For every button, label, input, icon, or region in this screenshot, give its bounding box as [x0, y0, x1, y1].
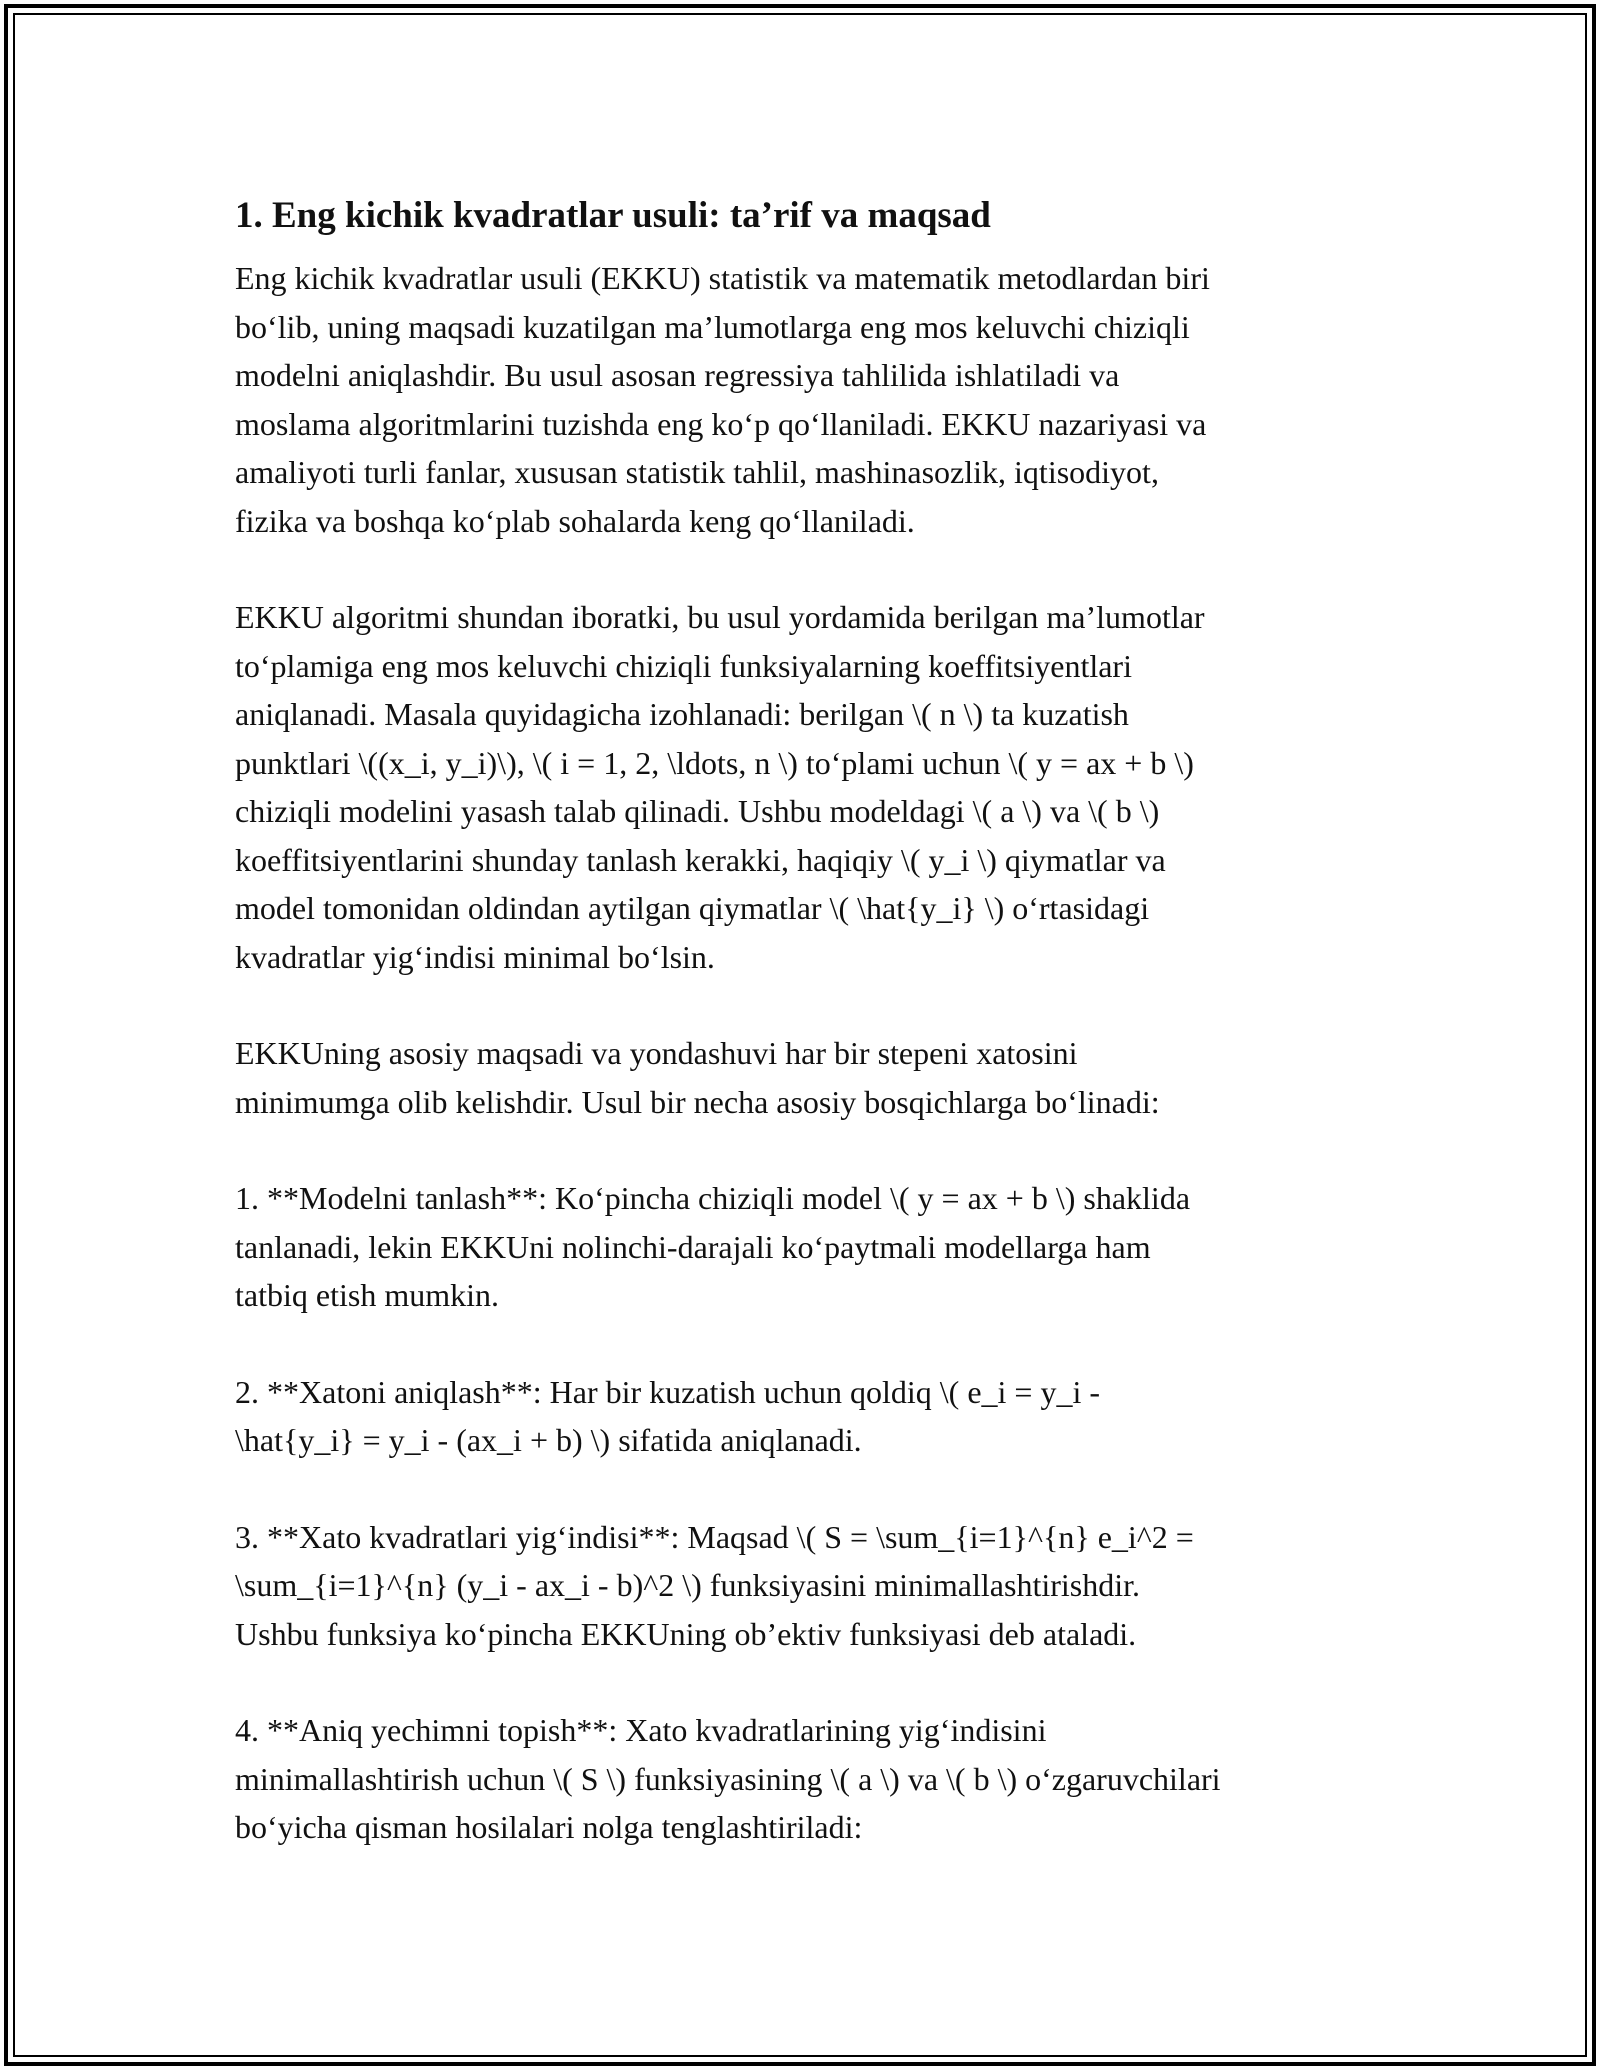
text-line: 4. **Aniq yechimni topish**: Xato kvadratlarining yig‘indisini	[235, 1712, 1047, 1748]
list-item-model-choice	[235, 1174, 1385, 1320]
text-line: 2. **Xatoni aniqlash**: Har bir kuzatish uchun qoldiq \( e_i = y_i -	[235, 1373, 1100, 1410]
text-line: chiziqli modelini yasash talab qilinadi. Ushbu modeldagi \( a \) va \( b \)	[235, 793, 1160, 829]
text-line: to‘plamiga eng mos keluvchi chiziqli funksiyalarning koeffitsiyentlari	[235, 647, 1132, 684]
text-line: minimallashtirish uchun \( S \) funksiyasining \( a \) va \( b \) o‘zgaruvchilari	[235, 1760, 1221, 1797]
text-line: aniqlanadi. Masala quyidagicha izohlanadi: berilgan \( n \) ta kuzatish	[235, 696, 1129, 732]
text-line: \sum_{i=1}^{n} (y_i - ax_i - b)^2 \) funksiyasini minimallashtirishdir.	[235, 1567, 1140, 1603]
paragraph-definition	[235, 254, 1385, 545]
document-body	[235, 190, 1385, 1900]
text-line: model tomonidan oldindan aytilgan qiymatlar \( \hat{y_i} \) o‘rtasidagi	[235, 890, 1150, 926]
section-heading: 1. Eng kichik kvadratlar usuli: ta’rif va maqsad	[235, 195, 991, 236]
text-line: koeffitsiyentlarini shunday tanlash kerakki, haqiqiy \( y_i \) qiymatlar va	[235, 841, 1166, 878]
text-line: bo‘lib, uning maqsadi kuzatilgan ma’lumotlarga eng mos keluvchi chiziqli	[235, 308, 1190, 345]
text-line: Ushbu funksiya ko‘pincha EKKUning ob’ektiv funksiyasi deb ataladi.	[235, 1615, 1137, 1652]
text-line: 1. **Modelni tanlash**: Ko‘pincha chiziqli model \( y = ax + b \) shaklida	[235, 1180, 1191, 1216]
text-line: bo‘yicha qisman hosilalari nolga tenglashtiriladi:	[235, 1809, 863, 1845]
text-line: tanlanadi, lekin EKKUni nolinchi-darajali ko‘paytmali modellarga ham	[235, 1228, 1151, 1265]
paragraph-algorithm	[235, 593, 1385, 981]
list-item-exact-solution	[235, 1706, 1385, 1852]
text-line: amaliyoti turli fanlar, xususan statistik tahlil, mashinasozlik, iqtisodiyot,	[235, 454, 1159, 490]
list-item-squared-error-sum	[235, 1513, 1385, 1659]
text-line: punktlari \((x_i, y_i)\), \( i = 1, 2, \ldots, n \) to‘plami uchun \( y = ax + b \)	[235, 744, 1194, 781]
text-line: EKKU algoritmi shundan iboratki, bu usul yordamida berilgan ma’lumotlar	[235, 599, 1205, 635]
text-line: kvadratlar yig‘indisi minimal bo‘lsin.	[235, 938, 715, 975]
text-line: 3. **Xato kvadratlari yig‘indisi**: Maqsad \( S = \sum_{i=1}^{n} e_i^2 =	[235, 1518, 1194, 1555]
text-line: minimumga olib kelishdir. Usul bir necha asosiy bosqichlarga bo‘linadi:	[235, 1083, 1160, 1120]
text-line: moslama algoritmlarini tuzishda eng ko‘p qo‘llaniladi. EKKU nazariyasi va	[235, 405, 1207, 442]
text-line: Eng kichik kvadratlar usuli (EKKU) statistik va matematik metodlardan biri	[235, 260, 1210, 296]
paragraph-goal	[235, 1029, 1385, 1126]
text-line: EKKUning asosiy maqsadi va yondashuvi har bir stepeni xatosini	[235, 1035, 1078, 1071]
text-line: modelni aniqlashdir. Bu usul asosan regressiya tahlilida ishlatiladi va	[235, 357, 1120, 393]
text-line: fizika va boshqa ko‘plab sohalarda keng qo‘llaniladi.	[235, 502, 915, 539]
text-line: \hat{y_i} = y_i - (ax_i + b) \) sifatida aniqlanadi.	[235, 1422, 862, 1458]
list-item-error-definition	[235, 1368, 1385, 1465]
text-line: tatbiq etish mumkin.	[235, 1277, 499, 1313]
